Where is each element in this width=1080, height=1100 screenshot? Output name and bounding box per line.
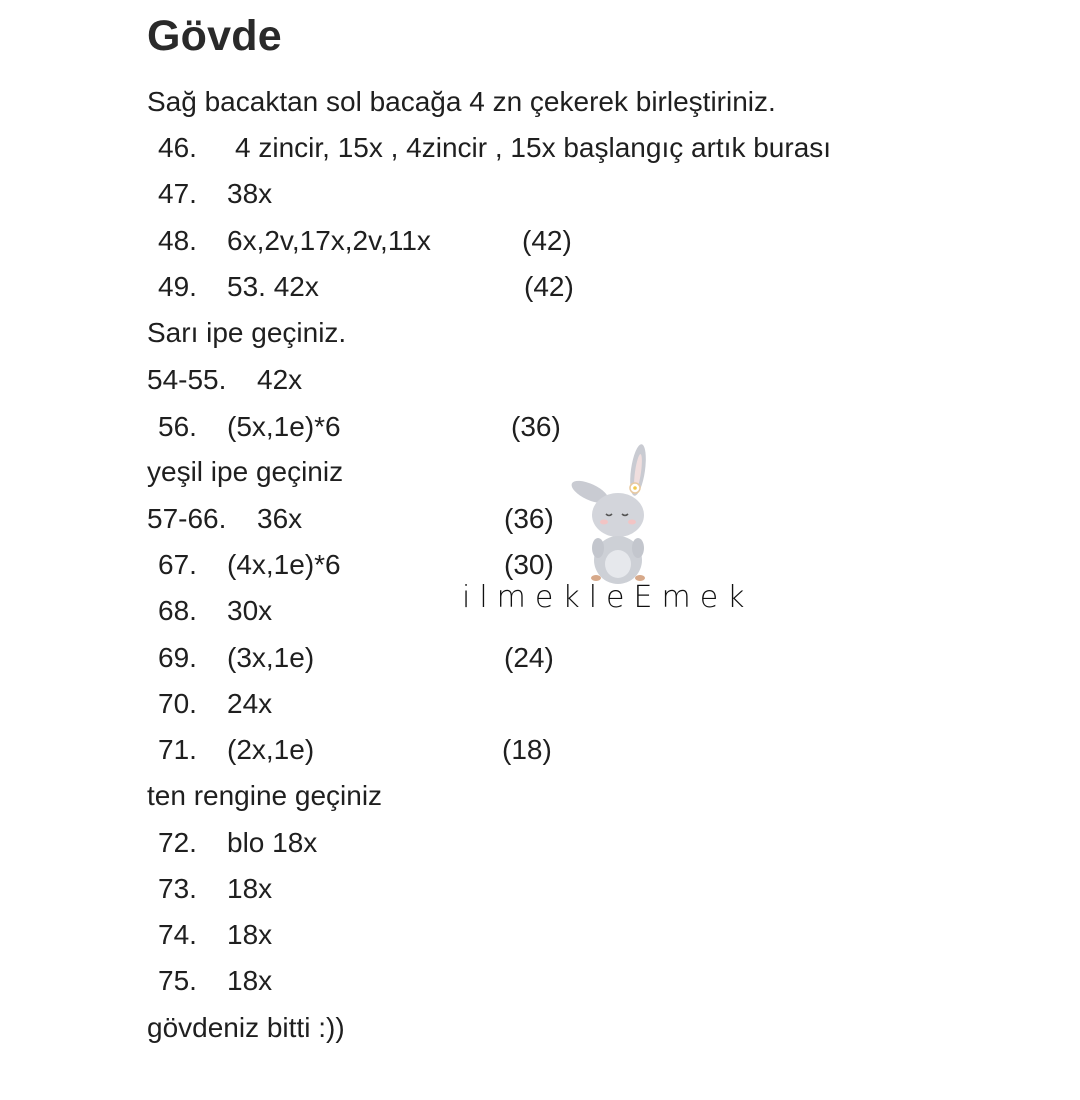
stitch-count: (36) [504,503,554,534]
row-instruction: 30x [227,595,273,626]
row-instruction: (5x,1e)*6 [227,411,341,442]
row-number: 73. [158,873,197,904]
row-73 [158,872,458,906]
stitch-count: (42) [524,271,574,302]
row-70 [158,687,458,721]
row-instruction: 6x,2v,17x,2v,11x [227,225,431,256]
row-instruction: (4x,1e)*6 [227,549,341,580]
row-number: 47. [158,178,197,209]
row-68 [158,594,458,628]
row-48 [158,224,758,258]
row-number: 69. [158,642,197,673]
row-instruction: (2x,1e) [227,734,315,765]
row-number: 49. [158,271,197,302]
row-number: 75. [158,965,197,996]
row-number: 72. [158,827,197,858]
row-instruction: blo 18x [227,827,318,858]
row-46 [158,131,958,165]
page-title: Gövde [147,12,282,60]
note-green-yarn: yeşil ipe geçiniz [147,456,344,487]
row-instruction: 18x [227,919,273,950]
closing-text: gövdeniz bitti :)) [147,1012,345,1043]
row-instruction: 18x [227,965,273,996]
note-skin-yarn: ten rengine geçiniz [147,780,383,811]
row-number: 71. [158,734,197,765]
stitch-count: (18) [502,734,552,765]
row-instruction: 4 zincir, 15x , 4zincir , 15x başlangıç artık burası [235,132,832,163]
row-instruction: 38x [227,178,273,209]
row-number: 57-66. [147,503,227,534]
row-75 [158,964,458,998]
intro-text: Sağ bacaktan sol bacağa 4 zn çekerek birleştiriniz. [147,86,776,117]
row-47 [158,177,758,211]
row-number: 54-55. [147,364,227,395]
row-number: 70. [158,688,197,719]
row-number: 67. [158,549,197,580]
row-72 [158,826,458,860]
row-instruction: 42x [257,364,303,395]
stitch-count: (30) [504,549,554,580]
stitch-count: (42) [522,225,572,256]
row-74 [158,918,458,952]
row-69 [158,641,758,675]
watermark-text: ilmekleEmek [462,580,754,615]
row-49 [158,270,758,304]
row-instruction: 53. 42x [227,271,319,302]
row-number: 56. [158,411,197,442]
row-instruction: (3x,1e) [227,642,315,673]
row-instruction: 18x [227,873,273,904]
stitch-count: (24) [504,642,554,673]
bunny-icon [560,440,670,590]
row-54-55 [147,363,447,397]
row-instruction: 24x [227,688,273,719]
row-instruction: 36x [257,503,303,534]
row-number: 46. [158,132,197,163]
row-56 [158,410,758,444]
row-number: 48. [158,225,197,256]
row-number: 74. [158,919,197,950]
row-71 [158,733,758,767]
note-yellow-yarn: Sarı ipe geçiniz. [147,317,347,348]
stitch-count: (36) [511,411,561,442]
row-number: 68. [158,595,197,626]
